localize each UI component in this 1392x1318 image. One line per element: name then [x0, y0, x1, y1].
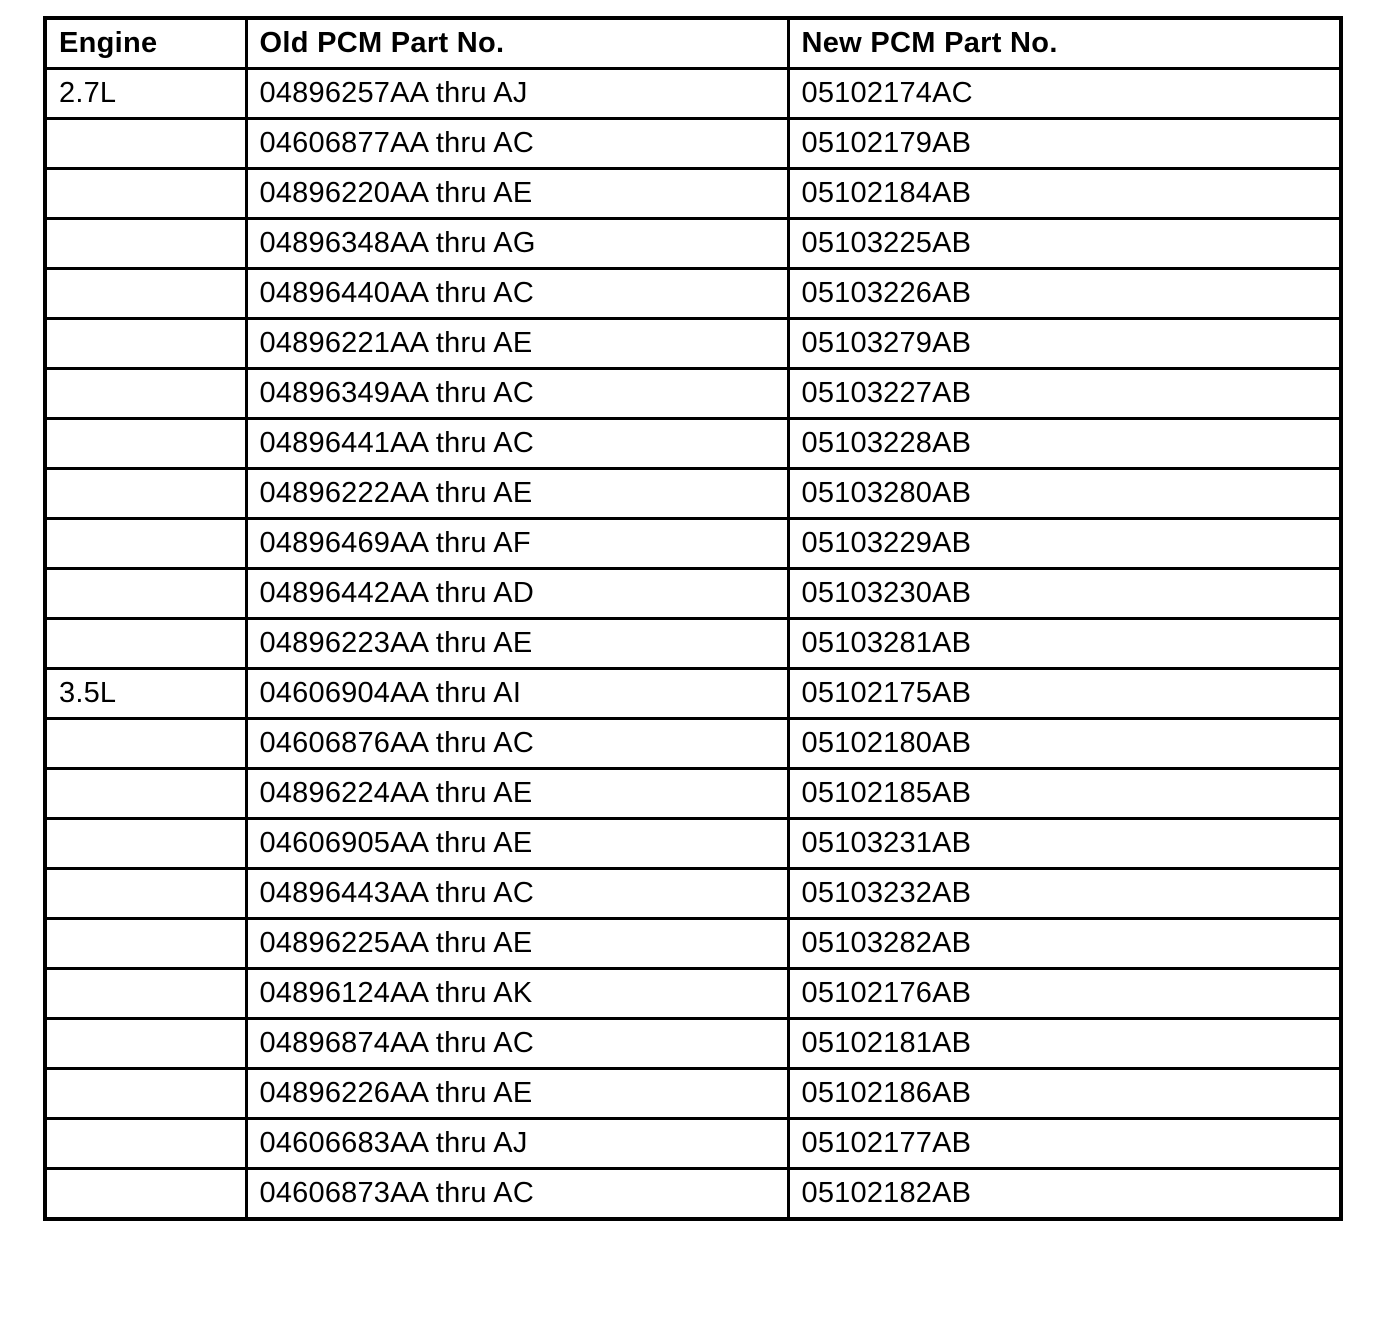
old-part-number-cell: 04896223AA thru AE: [246, 619, 788, 669]
old-part-number-cell: 04606905AA thru AE: [246, 819, 788, 869]
engine-cell: [45, 719, 246, 769]
old-part-number-cell: 04606904AA thru AI: [246, 669, 788, 719]
new-part-number-cell: 05103226AB: [788, 269, 1341, 319]
engine-cell: [45, 369, 246, 419]
new-part-number-cell: 05102179AB: [788, 119, 1341, 169]
table-row: [45, 869, 1341, 919]
table-row: [45, 119, 1341, 169]
new-part-number-cell: 05102180AB: [788, 719, 1341, 769]
table-row: [45, 369, 1341, 419]
old-part-number-cell: 04896220AA thru AE: [246, 169, 788, 219]
engine-cell: 3.5L: [45, 669, 246, 719]
new-part-number-cell: 05103281AB: [788, 619, 1341, 669]
table-row: [45, 269, 1341, 319]
old-part-number-cell: 04896224AA thru AE: [246, 769, 788, 819]
old-part-number-cell: 04606876AA thru AC: [246, 719, 788, 769]
old-part-number-cell: 04896225AA thru AE: [246, 919, 788, 969]
new-part-number-cell: 05103279AB: [788, 319, 1341, 369]
new-part-number-cell: 05102174AC: [788, 69, 1341, 119]
old-part-number-cell: 04896441AA thru AC: [246, 419, 788, 469]
engine-cell: [45, 769, 246, 819]
engine-cell: [45, 569, 246, 619]
old-part-number-cell: 04896222AA thru AE: [246, 469, 788, 519]
table-row: [45, 319, 1341, 369]
engine-cell: [45, 969, 246, 1019]
engine-cell: [45, 1119, 246, 1169]
engine-cell: [45, 1169, 246, 1220]
new-part-number-cell: 05103230AB: [788, 569, 1341, 619]
new-part-number-cell: 05103228AB: [788, 419, 1341, 469]
old-part-number-cell: 04896874AA thru AC: [246, 1019, 788, 1069]
pcm-part-number-table: [43, 16, 1343, 1221]
new-part-number-cell: 05103225AB: [788, 219, 1341, 269]
old-part-number-cell: 04896257AA thru AJ: [246, 69, 788, 119]
new-part-number-cell: 05103229AB: [788, 519, 1341, 569]
table-row: [45, 69, 1341, 119]
engine-cell: [45, 519, 246, 569]
engine-cell: [45, 269, 246, 319]
old-part-number-cell: 04896443AA thru AC: [246, 869, 788, 919]
table-row: [45, 669, 1341, 719]
engine-cell: [45, 319, 246, 369]
new-part-number-cell: 05102181AB: [788, 1019, 1341, 1069]
new-part-number-cell: 05102185AB: [788, 769, 1341, 819]
table-row: [45, 1169, 1341, 1220]
new-part-number-cell: 05102184AB: [788, 169, 1341, 219]
old-part-number-cell: 04896221AA thru AE: [246, 319, 788, 369]
table-row: [45, 719, 1341, 769]
engine-cell: [45, 619, 246, 669]
engine-cell: [45, 219, 246, 269]
engine-cell: [45, 1019, 246, 1069]
new-part-number-cell: 05103280AB: [788, 469, 1341, 519]
table-row: [45, 219, 1341, 269]
engine-cell: [45, 119, 246, 169]
table-row: [45, 1119, 1341, 1169]
old-part-number-cell: 04606683AA thru AJ: [246, 1119, 788, 1169]
engine-cell: [45, 919, 246, 969]
old-part-number-cell: 04606877AA thru AC: [246, 119, 788, 169]
engine-cell: [45, 169, 246, 219]
table-row: [45, 419, 1341, 469]
old-part-number-cell: 04896348AA thru AG: [246, 219, 788, 269]
table-row: [45, 469, 1341, 519]
table-row: [45, 619, 1341, 669]
new-part-number-cell: 05102186AB: [788, 1069, 1341, 1119]
table-body: [45, 69, 1341, 1220]
engine-cell: [45, 419, 246, 469]
engine-cell: [45, 469, 246, 519]
new-part-column-header: New PCM Part No.: [788, 18, 1341, 69]
new-part-number-cell: 05102176AB: [788, 969, 1341, 1019]
table-row: [45, 919, 1341, 969]
table-row: [45, 1069, 1341, 1119]
table-row: [45, 1019, 1341, 1069]
new-part-number-cell: 05103231AB: [788, 819, 1341, 869]
engine-cell: [45, 869, 246, 919]
new-part-number-cell: 05103227AB: [788, 369, 1341, 419]
engine-cell: [45, 819, 246, 869]
old-part-number-cell: 04896442AA thru AD: [246, 569, 788, 619]
engine-cell: [45, 1069, 246, 1119]
engine-column-header: Engine: [45, 18, 246, 69]
table-row: [45, 769, 1341, 819]
table-row: [45, 569, 1341, 619]
old-part-number-cell: 04896124AA thru AK: [246, 969, 788, 1019]
new-part-number-cell: 05102177AB: [788, 1119, 1341, 1169]
table-header: [45, 18, 1341, 69]
table-row: [45, 519, 1341, 569]
old-part-number-cell: 04896226AA thru AE: [246, 1069, 788, 1119]
new-part-number-cell: 05103282AB: [788, 919, 1341, 969]
table-row: [45, 969, 1341, 1019]
engine-cell: 2.7L: [45, 69, 246, 119]
old-part-number-cell: 04896440AA thru AC: [246, 269, 788, 319]
new-part-number-cell: 05102175AB: [788, 669, 1341, 719]
header-row: [45, 18, 1341, 69]
old-part-column-header: Old PCM Part No.: [246, 18, 788, 69]
table-row: [45, 169, 1341, 219]
old-part-number-cell: 04896349AA thru AC: [246, 369, 788, 419]
new-part-number-cell: 05103232AB: [788, 869, 1341, 919]
table-row: [45, 819, 1341, 869]
new-part-number-cell: 05102182AB: [788, 1169, 1341, 1220]
old-part-number-cell: 04606873AA thru AC: [246, 1169, 788, 1220]
old-part-number-cell: 04896469AA thru AF: [246, 519, 788, 569]
